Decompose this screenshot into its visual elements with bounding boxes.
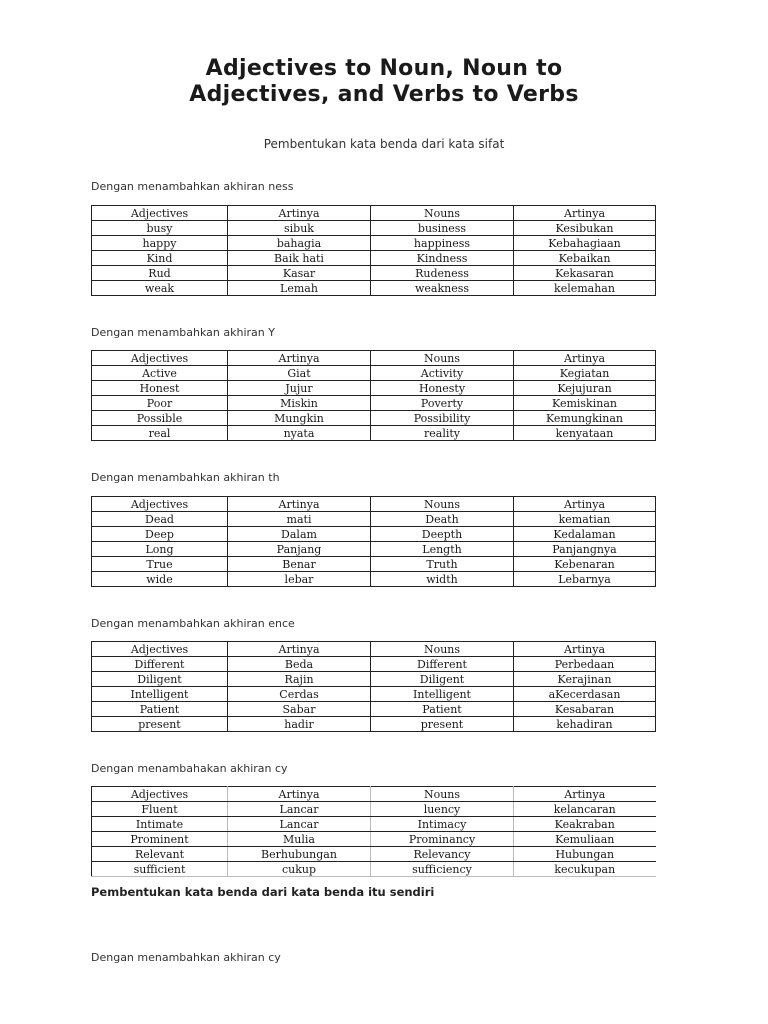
- table-cell: Patient: [92, 702, 228, 717]
- section-label-ness: Dengan menambahkan akhiran ness: [91, 180, 294, 193]
- table-cell: Patient: [371, 702, 514, 717]
- column-header: Nouns: [371, 497, 514, 512]
- table-cell: Kemiskinan: [514, 396, 656, 411]
- table-cell: Intelligent: [371, 687, 514, 702]
- table-cell: Cerdas: [228, 687, 371, 702]
- column-header: Nouns: [371, 206, 514, 221]
- column-header: Artinya: [514, 351, 656, 366]
- table-row: [92, 832, 656, 847]
- table-cell: Prominent: [92, 832, 228, 847]
- table-cell: Kemungkinan: [514, 411, 656, 426]
- table-cell: kecukupan: [514, 862, 656, 877]
- table-cell: Berhubungan: [228, 847, 371, 862]
- table-cell: Truth: [371, 557, 514, 572]
- table-row: [92, 527, 656, 542]
- table-cell: aKecerdasan: [514, 687, 656, 702]
- table-row: [92, 542, 656, 557]
- column-header: Adjectives: [92, 206, 228, 221]
- table-cell: mati: [228, 512, 371, 527]
- table-cell: happy: [92, 236, 228, 251]
- table-cell: Death: [371, 512, 514, 527]
- table-cell: Dalam: [228, 527, 371, 542]
- column-header: Adjectives: [92, 642, 228, 657]
- table-cell: Mulia: [228, 832, 371, 847]
- table-cell: Prominancy: [371, 832, 514, 847]
- table-cell: cukup: [228, 862, 371, 877]
- table-cell: Lancar: [228, 817, 371, 832]
- column-header: Artinya: [228, 497, 371, 512]
- section-heading: Pembentukan kata benda dari kata sifat: [263, 137, 505, 151]
- table-row: [92, 266, 656, 281]
- bottom-section-label: Dengan menambahkan akhiran cy: [91, 951, 281, 964]
- table-cell: Intelligent: [92, 687, 228, 702]
- table-cell: Kejujuran: [514, 381, 656, 396]
- column-header: Adjectives: [92, 351, 228, 366]
- table-cell: kehadiran: [514, 717, 656, 732]
- table-row: [92, 557, 656, 572]
- table-cell: busy: [92, 221, 228, 236]
- table-cell: Different: [371, 657, 514, 672]
- table-cell: sufficient: [92, 862, 228, 877]
- table-cell: hadir: [228, 717, 371, 732]
- table-cell: happiness: [371, 236, 514, 251]
- table-cell: Rud: [92, 266, 228, 281]
- table-row: [92, 862, 656, 877]
- table-cell: Deepth: [371, 527, 514, 542]
- table-cell: Beda: [228, 657, 371, 672]
- table-cell: lebar: [228, 572, 371, 587]
- table-row: [92, 802, 656, 817]
- table-cell: Hubungan: [514, 847, 656, 862]
- table-row: [92, 687, 656, 702]
- table-row: [92, 366, 656, 381]
- table-cell: Perbedaan: [514, 657, 656, 672]
- table-cell: reality: [371, 426, 514, 441]
- table-cell: Baik hati: [228, 251, 371, 266]
- table-cell: Poverty: [371, 396, 514, 411]
- table-cell: Diligent: [371, 672, 514, 687]
- table-ence: [91, 641, 656, 732]
- table-header-row: [92, 787, 656, 802]
- table-row: [92, 221, 656, 236]
- table-cell: Intimate: [92, 817, 228, 832]
- table-cell: Kind: [92, 251, 228, 266]
- table-cell: Kebahagiaan: [514, 236, 656, 251]
- table-cell: Honest: [92, 381, 228, 396]
- table-cell: bahagia: [228, 236, 371, 251]
- table-cell: Poor: [92, 396, 228, 411]
- table-cell: Rajin: [228, 672, 371, 687]
- section-heading-2: Pembentukan kata benda dari kata benda itu sendiri: [91, 885, 435, 899]
- table-row: [92, 236, 656, 251]
- table-cell: Kedalaman: [514, 527, 656, 542]
- table-cell: Activity: [371, 366, 514, 381]
- column-header: Artinya: [228, 351, 371, 366]
- table-cell: Possibility: [371, 411, 514, 426]
- table-cell: Lemah: [228, 281, 371, 296]
- table-cell: Kesabaran: [514, 702, 656, 717]
- column-header: Nouns: [371, 787, 514, 802]
- column-header: Nouns: [371, 642, 514, 657]
- table-cell: Kebenaran: [514, 557, 656, 572]
- table-th: [91, 496, 656, 587]
- table-cell: Kebaikan: [514, 251, 656, 266]
- table-cell: Long: [92, 542, 228, 557]
- table-cell: Relevancy: [371, 847, 514, 862]
- table-cell: Kasar: [228, 266, 371, 281]
- table-cell: Kekasaran: [514, 266, 656, 281]
- table-cell: Sabar: [228, 702, 371, 717]
- table-cell: Kindness: [371, 251, 514, 266]
- column-header: Artinya: [228, 642, 371, 657]
- table-cell: present: [371, 717, 514, 732]
- document-title: [0, 56, 768, 108]
- table-cell: Benar: [228, 557, 371, 572]
- table-cell: sufficiency: [371, 862, 514, 877]
- column-header: Artinya: [228, 206, 371, 221]
- table-cell: Lancar: [228, 802, 371, 817]
- table-cell: Panjang: [228, 542, 371, 557]
- table-cell: width: [371, 572, 514, 587]
- table-cell: Mungkin: [228, 411, 371, 426]
- table-cell: sibuk: [228, 221, 371, 236]
- table-cell: Jujur: [228, 381, 371, 396]
- table-header-row: [92, 642, 656, 657]
- table-cell: Intimacy: [371, 817, 514, 832]
- table-cell: nyata: [228, 426, 371, 441]
- table-ness: [91, 205, 656, 296]
- table-row: [92, 657, 656, 672]
- table-cell: True: [92, 557, 228, 572]
- table-cell: Honesty: [371, 381, 514, 396]
- table-cy: [91, 786, 656, 877]
- table-cell: weakness: [371, 281, 514, 296]
- table-cell: weak: [92, 281, 228, 296]
- table-row: [92, 847, 656, 862]
- table-cell: Diligent: [92, 672, 228, 687]
- table-row: [92, 396, 656, 411]
- section-label-ence: Dengan menambahkan akhiran ence: [91, 617, 295, 630]
- table-cell: kelemahan: [514, 281, 656, 296]
- table-cell: Rudeness: [371, 266, 514, 281]
- column-header: Nouns: [371, 351, 514, 366]
- table-cell: kelancaran: [514, 802, 656, 817]
- title-line-1: Adjectives to Noun, Noun to: [205, 56, 563, 81]
- table-cell: wide: [92, 572, 228, 587]
- column-header: Artinya: [514, 497, 656, 512]
- table-row: [92, 281, 656, 296]
- column-header: Artinya: [514, 787, 656, 802]
- table-cell: Fluent: [92, 802, 228, 817]
- title-line-2: Adjectives, and Verbs to Verbs: [189, 82, 579, 107]
- table-row: [92, 717, 656, 732]
- column-header: Adjectives: [92, 787, 228, 802]
- table-row: [92, 572, 656, 587]
- table-cell: Panjangnya: [514, 542, 656, 557]
- table-cell: Keakraban: [514, 817, 656, 832]
- table-row: [92, 817, 656, 832]
- table-cell: Active: [92, 366, 228, 381]
- section-label-cy: Dengan menambahakan akhiran cy: [91, 762, 288, 775]
- column-header: Adjectives: [92, 497, 228, 512]
- table-cell: Kegiatan: [514, 366, 656, 381]
- table-cell: Kerajinan: [514, 672, 656, 687]
- table-cell: Different: [92, 657, 228, 672]
- table-cell: Deep: [92, 527, 228, 542]
- table-cell: business: [371, 221, 514, 236]
- table-cell: Miskin: [228, 396, 371, 411]
- table-cell: Dead: [92, 512, 228, 527]
- section-label-th: Dengan menambahkan akhiran th: [91, 471, 280, 484]
- table-header-row: [92, 497, 656, 512]
- column-header: Artinya: [228, 787, 371, 802]
- table-cell: present: [92, 717, 228, 732]
- table-row: [92, 512, 656, 527]
- table-cell: Possible: [92, 411, 228, 426]
- table-header-row: [92, 206, 656, 221]
- column-header: Artinya: [514, 206, 656, 221]
- table-row: [92, 672, 656, 687]
- table-row: [92, 411, 656, 426]
- table-cell: luency: [371, 802, 514, 817]
- table-header-row: [92, 351, 656, 366]
- table-row: [92, 251, 656, 266]
- table-y: [91, 350, 656, 441]
- table-cell: Kesibukan: [514, 221, 656, 236]
- table-cell: Giat: [228, 366, 371, 381]
- table-cell: real: [92, 426, 228, 441]
- table-row: [92, 381, 656, 396]
- table-cell: kenyataan: [514, 426, 656, 441]
- table-cell: Kemuliaan: [514, 832, 656, 847]
- section-label-y: Dengan menambahkan akhiran Y: [91, 326, 275, 339]
- table-cell: Lebarnya: [514, 572, 656, 587]
- table-cell: Relevant: [92, 847, 228, 862]
- table-cell: Length: [371, 542, 514, 557]
- column-header: Artinya: [514, 642, 656, 657]
- table-row: [92, 702, 656, 717]
- table-row: [92, 426, 656, 441]
- table-cell: kematian: [514, 512, 656, 527]
